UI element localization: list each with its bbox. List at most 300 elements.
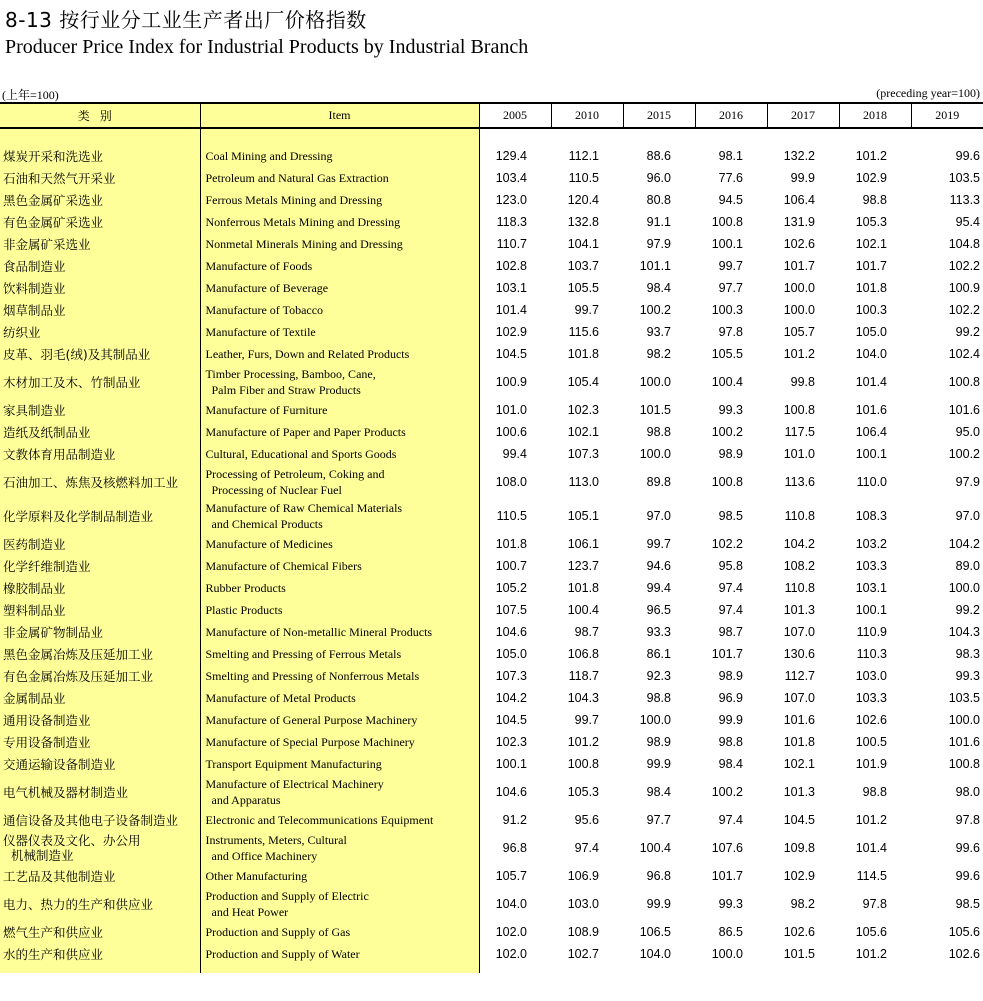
row-category-cn [0, 775, 200, 809]
row-value-2018: 100.5 [855, 735, 887, 749]
row-value-2005: 103.1 [479, 277, 551, 299]
row-category-cn [0, 343, 200, 365]
row-value-2019: 98.0 [955, 785, 980, 799]
row-value-2015: 80.8 [646, 193, 671, 207]
row-value-2019: 103.5 [948, 171, 980, 185]
table-row [0, 211, 983, 233]
row-item-en-line: and Office Machinery [211, 849, 318, 863]
row-value-2005: 110.7 [479, 233, 551, 255]
row-value-2015: 99.9 [646, 757, 671, 771]
row-value-2017: 107.0 [783, 625, 815, 639]
row-value-2019: 98.3 [955, 647, 980, 661]
row-value-2017: 110.8 [784, 509, 815, 523]
row-category-cn [0, 277, 200, 299]
row-value-2018: 101.4 [855, 841, 887, 855]
row-value-2005: 107.5 [479, 599, 551, 621]
row-value-2016: 98.7 [718, 625, 743, 639]
row-value-2018: 103.3 [855, 691, 887, 705]
row-item-en-line: Manufacture of General Purpose Machinery [205, 713, 418, 727]
row-category-cn [0, 145, 200, 167]
row-item-en [200, 621, 479, 643]
row-value-2015: 97.9 [646, 237, 671, 251]
row-category-cn-line: 有色金属矿采选业 [3, 214, 104, 230]
row-value-2010: 113.0 [568, 475, 599, 489]
row-value-2016: 99.9 [718, 713, 743, 727]
row-value-2005: 105.7 [479, 865, 551, 887]
table-title-en: Producer Price Index for Industrial Products by Industrial Branch [5, 36, 529, 58]
row-value-2019: 99.6 [955, 149, 980, 163]
row-value-2010: 101.2 [567, 735, 599, 749]
row-item-en-line: and Chemical Products [211, 517, 323, 531]
row-category-cn-line: 仪器仪表及文化、办公用 [3, 833, 141, 848]
table-row [0, 865, 983, 887]
row-category-cn [0, 233, 200, 255]
row-value-2015: 97.7 [646, 813, 671, 827]
row-value-2010: 101.8 [567, 347, 599, 361]
row-value-2019: 97.9 [955, 475, 980, 489]
row-value-2016: 94.5 [718, 193, 743, 207]
row-value-2005: 105.2 [479, 577, 551, 599]
row-value-2018: 102.9 [855, 171, 887, 185]
row-value-2010: 103.7 [567, 259, 599, 273]
row-category-cn-line: 食品制造业 [3, 258, 66, 274]
row-item-en [200, 421, 479, 443]
row-item-en-line: Processing of Nuclear Fuel [211, 483, 342, 497]
row-category-cn [0, 887, 200, 921]
row-value-2016: 101.7 [711, 869, 743, 883]
row-category-cn-line: 煤炭开采和洗选业 [3, 148, 104, 164]
row-value-2016: 98.4 [718, 757, 743, 771]
row-value-2019: 101.6 [948, 735, 980, 749]
row-value-2005: 91.2 [479, 809, 551, 831]
row-value-2010: 98.7 [574, 625, 599, 639]
row-value-2018: 101.9 [855, 757, 887, 771]
row-value-2005: 96.8 [479, 831, 551, 865]
row-category-cn-line: 化学纤维制造业 [3, 558, 91, 574]
row-value-2010: 120.4 [567, 193, 599, 207]
table-row [0, 643, 983, 665]
row-value-2019: 100.0 [948, 581, 980, 595]
row-item-en [200, 365, 479, 399]
row-category-cn [0, 465, 200, 499]
row-category-cn [0, 599, 200, 621]
row-value-2017: 102.6 [783, 237, 815, 251]
row-value-2019: 98.5 [955, 897, 980, 911]
table-row [0, 621, 983, 643]
header-category-cn: 类别 [0, 103, 200, 128]
row-value-2005: 100.7 [479, 555, 551, 577]
row-item-en-line: Manufacture of Medicines [205, 537, 333, 551]
row-value-2019: 95.4 [955, 215, 980, 229]
row-value-2010: 99.7 [574, 713, 599, 727]
row-item-en [200, 809, 479, 831]
row-value-2017: 101.2 [783, 347, 815, 361]
table-row [0, 167, 983, 189]
row-item-en [200, 465, 479, 499]
row-value-2019: 101.6 [948, 403, 980, 417]
row-value-2019: 99.3 [955, 669, 980, 683]
row-item-en [200, 321, 479, 343]
row-value-2015: 98.2 [646, 347, 671, 361]
row-category-cn [0, 687, 200, 709]
row-item-en-line: Manufacture of Metal Products [205, 691, 356, 705]
row-value-2010: 106.8 [567, 647, 599, 661]
row-category-cn-line: 造纸及纸制品业 [3, 424, 91, 440]
table-row [0, 921, 983, 943]
row-value-2018: 103.1 [855, 581, 887, 595]
row-category-cn [0, 643, 200, 665]
table-row [0, 145, 983, 167]
row-value-2015: 98.9 [646, 735, 671, 749]
table-row [0, 731, 983, 753]
row-value-2016: 98.8 [718, 735, 743, 749]
row-category-cn-line: 木材加工及木、竹制品业 [3, 374, 141, 390]
row-value-2005: 108.0 [479, 465, 551, 499]
table-row [0, 577, 983, 599]
row-value-2018: 103.0 [855, 669, 887, 683]
row-category-cn [0, 255, 200, 277]
row-value-2016: 100.2 [711, 425, 743, 439]
row-value-2015: 101.1 [639, 259, 671, 273]
row-value-2015: 96.8 [646, 869, 671, 883]
row-value-2015: 99.4 [646, 581, 671, 595]
row-value-2010: 105.5 [567, 281, 599, 295]
row-value-2018: 105.0 [855, 325, 887, 339]
row-value-2018: 97.8 [862, 897, 887, 911]
row-item-en-line: Manufacture of Special Purpose Machinery [205, 735, 415, 749]
row-category-cn [0, 865, 200, 887]
row-item-en [200, 343, 479, 365]
row-value-2016: 100.4 [711, 375, 743, 389]
table-row [0, 943, 983, 965]
row-value-2005: 102.9 [479, 321, 551, 343]
row-value-2010: 99.7 [574, 303, 599, 317]
row-item-en-line: Smelting and Pressing of Ferrous Metals [205, 647, 402, 661]
row-value-2005: 100.1 [479, 753, 551, 775]
table-row [0, 233, 983, 255]
row-item-en [200, 709, 479, 731]
row-value-2005: 107.3 [479, 665, 551, 687]
table-row [0, 255, 983, 277]
row-item-en-line: Cultural, Educational and Sports Goods [205, 447, 397, 461]
row-value-2015: 99.7 [646, 537, 671, 551]
row-value-2019: 103.5 [948, 691, 980, 705]
row-item-en-line: Rubber Products [205, 581, 286, 595]
row-category-cn-line: 饮料制造业 [3, 280, 66, 296]
row-value-2017: 101.5 [783, 947, 815, 961]
row-item-en-line: Petroleum and Natural Gas Extraction [205, 171, 389, 185]
table-row [0, 775, 983, 809]
table-row [0, 321, 983, 343]
row-value-2018: 102.6 [855, 713, 887, 727]
row-value-2010: 118.7 [568, 669, 599, 683]
row-value-2017: 101.7 [783, 259, 815, 273]
row-category-cn [0, 731, 200, 753]
row-value-2010: 115.6 [568, 325, 599, 339]
row-value-2015: 96.5 [646, 603, 671, 617]
header-year: 2017 [767, 103, 839, 128]
row-value-2018: 101.2 [855, 813, 887, 827]
row-value-2015: 100.0 [639, 713, 671, 727]
row-value-2010: 106.9 [567, 869, 599, 883]
row-category-cn-line: 非金属矿采选业 [3, 236, 91, 252]
row-category-cn [0, 299, 200, 321]
row-value-2018: 101.6 [855, 403, 887, 417]
row-category-cn [0, 665, 200, 687]
row-category-cn-line: 有色金属冶炼及压延加工业 [3, 668, 154, 684]
row-value-2019: 102.2 [948, 303, 980, 317]
table-row [0, 831, 983, 865]
row-value-2010: 112.1 [568, 149, 599, 163]
row-value-2017: 104.2 [783, 537, 815, 551]
row-item-en-line: Leather, Furs, Down and Related Products [205, 347, 410, 361]
row-value-2005: 101.8 [479, 533, 551, 555]
row-category-cn-line: 家具制造业 [3, 402, 66, 418]
header-year: 2015 [623, 103, 695, 128]
row-item-en [200, 399, 479, 421]
row-item-en-line: Manufacture of Electrical Machinery [205, 777, 384, 791]
row-value-2018: 110.9 [856, 625, 887, 639]
row-item-en [200, 533, 479, 555]
row-value-2016: 97.4 [718, 813, 743, 827]
row-value-2015: 100.4 [639, 841, 671, 855]
row-value-2016: 100.8 [711, 215, 743, 229]
row-category-cn [0, 167, 200, 189]
row-value-2015: 97.0 [646, 509, 671, 523]
row-value-2017: 130.6 [783, 647, 815, 661]
row-value-2017: 102.6 [783, 925, 815, 939]
row-value-2005: 104.0 [479, 887, 551, 921]
table-row [0, 887, 983, 921]
table-row [0, 399, 983, 421]
row-value-2015: 92.3 [646, 669, 671, 683]
row-value-2016: 100.1 [711, 237, 743, 251]
row-item-en [200, 145, 479, 167]
row-value-2019: 99.2 [955, 603, 980, 617]
table-row [0, 465, 983, 499]
row-value-2015: 88.6 [646, 149, 671, 163]
row-value-2017: 107.0 [783, 691, 815, 705]
row-item-en [200, 831, 479, 865]
table-row [0, 189, 983, 211]
unit-note-en: (preceding year=100) [876, 86, 980, 100]
row-value-2005: 101.0 [479, 399, 551, 421]
row-value-2017: 112.7 [784, 669, 815, 683]
row-value-2017: 132.2 [783, 149, 815, 163]
row-value-2017: 106.4 [783, 193, 815, 207]
row-value-2010: 100.8 [567, 757, 599, 771]
row-value-2019: 100.9 [948, 281, 980, 295]
header-item-en: Item [200, 103, 479, 128]
row-value-2017: 113.6 [784, 475, 815, 489]
row-value-2019: 99.6 [955, 869, 980, 883]
row-item-en-line: Other Manufacturing [205, 869, 308, 883]
row-value-2016: 98.9 [718, 669, 743, 683]
row-item-en [200, 189, 479, 211]
row-value-2010: 103.0 [567, 897, 599, 911]
row-value-2010: 104.1 [567, 237, 599, 251]
row-value-2016: 99.3 [718, 403, 743, 417]
row-value-2018: 102.1 [855, 237, 887, 251]
row-value-2005: 129.4 [479, 145, 551, 167]
row-value-2015: 101.5 [639, 403, 671, 417]
row-value-2010: 102.3 [567, 403, 599, 417]
row-category-cn-line: 机械制造业 [11, 848, 74, 863]
row-item-en-line: Manufacture of Chemical Fibers [205, 559, 362, 573]
row-value-2015: 98.8 [646, 425, 671, 439]
row-category-cn-line: 交通运输设备制造业 [3, 756, 116, 772]
row-item-en-line: Smelting and Pressing of Nonferrous Metals [205, 669, 420, 683]
row-value-2016: 100.2 [711, 785, 743, 799]
row-value-2015: 91.1 [646, 215, 671, 229]
table-row [0, 443, 983, 465]
row-category-cn-line: 石油加工、炼焦及核燃料加工业 [3, 474, 179, 490]
row-item-en [200, 687, 479, 709]
row-value-2010: 132.8 [567, 215, 599, 229]
row-value-2010: 110.5 [568, 171, 599, 185]
row-item-en-line: Processing of Petroleum, Coking and [205, 467, 385, 481]
row-value-2018: 98.8 [862, 193, 887, 207]
table-row [0, 753, 983, 775]
row-value-2017: 100.0 [783, 303, 815, 317]
row-category-cn-line: 塑料制品业 [3, 602, 66, 618]
row-value-2015: 86.1 [646, 647, 671, 661]
row-category-cn [0, 577, 200, 599]
row-item-en [200, 887, 479, 921]
row-item-en [200, 443, 479, 465]
row-value-2016: 100.8 [711, 475, 743, 489]
row-item-en [200, 577, 479, 599]
row-item-en-line: Coal Mining and Dressing [205, 149, 333, 163]
row-value-2017: 104.5 [783, 813, 815, 827]
row-value-2005: 104.2 [479, 687, 551, 709]
row-category-cn [0, 499, 200, 533]
row-value-2005: 100.6 [479, 421, 551, 443]
row-value-2010: 105.1 [567, 509, 599, 523]
row-value-2019: 97.0 [955, 509, 980, 523]
row-category-cn [0, 443, 200, 465]
row-category-cn-line: 通用设备制造业 [3, 712, 91, 728]
bottom-spacer-row [0, 965, 983, 973]
row-item-en [200, 255, 479, 277]
row-value-2019: 104.2 [948, 537, 980, 551]
row-category-cn [0, 831, 200, 865]
row-item-en-line: Manufacture of Paper and Paper Products [205, 425, 406, 439]
row-value-2018: 105.3 [855, 215, 887, 229]
row-value-2015: 96.0 [646, 171, 671, 185]
row-category-cn [0, 533, 200, 555]
row-value-2015: 98.8 [646, 691, 671, 705]
row-value-2016: 100.3 [711, 303, 743, 317]
header-year: 2019 [911, 103, 983, 128]
row-value-2015: 93.3 [646, 625, 671, 639]
row-value-2005: 101.4 [479, 299, 551, 321]
row-value-2019: 102.6 [948, 947, 980, 961]
row-value-2018: 100.1 [855, 603, 887, 617]
row-item-en-line: Timber Processing, Bamboo, Cane, [205, 367, 376, 381]
row-value-2010: 95.6 [574, 813, 599, 827]
row-value-2017: 99.8 [790, 375, 815, 389]
row-value-2018: 100.3 [855, 303, 887, 317]
row-category-cn-line: 工艺品及其他制造业 [3, 868, 116, 884]
row-value-2016: 99.3 [718, 897, 743, 911]
row-category-cn-line: 非金属矿物制品业 [3, 624, 104, 640]
row-item-en [200, 599, 479, 621]
row-category-cn [0, 211, 200, 233]
row-value-2010: 101.8 [567, 581, 599, 595]
table-title-cn: 8-13 按行业分工业生产者出厂价格指数 [5, 8, 367, 32]
row-value-2019: 113.3 [949, 193, 980, 207]
row-value-2016: 77.6 [718, 171, 743, 185]
row-item-en-line: Plastic Products [205, 603, 283, 617]
row-item-en-line: Transport Equipment Manufacturing [205, 757, 382, 771]
row-value-2019: 105.6 [948, 925, 980, 939]
row-value-2005: 103.4 [479, 167, 551, 189]
row-item-en [200, 775, 479, 809]
row-category-cn [0, 753, 200, 775]
row-value-2016: 105.5 [711, 347, 743, 361]
row-item-en-line: Manufacture of Beverage [205, 281, 329, 295]
row-value-2010: 100.4 [567, 603, 599, 617]
row-value-2017: 100.8 [783, 403, 815, 417]
row-value-2017: 101.3 [783, 785, 815, 799]
row-item-en [200, 499, 479, 533]
row-item-en [200, 865, 479, 887]
row-value-2005: 100.9 [479, 365, 551, 399]
row-item-en-line: Production and Supply of Gas [205, 925, 351, 939]
row-value-2017: 101.0 [783, 447, 815, 461]
row-value-2010: 106.1 [567, 537, 599, 551]
row-value-2016: 98.5 [718, 509, 743, 523]
row-item-en-line: Palm Fiber and Straw Products [211, 383, 361, 397]
row-value-2018: 106.4 [855, 425, 887, 439]
row-value-2015: 99.9 [646, 897, 671, 911]
row-value-2017: 101.8 [783, 735, 815, 749]
row-value-2017: 100.0 [783, 281, 815, 295]
header-year: 2016 [695, 103, 767, 128]
row-category-cn-line: 黑色金属冶炼及压延加工业 [3, 646, 154, 662]
row-value-2005: 104.5 [479, 343, 551, 365]
table-row [0, 809, 983, 831]
row-value-2005: 102.0 [479, 943, 551, 965]
row-category-cn-line: 通信设备及其他电子设备制造业 [3, 812, 179, 828]
row-item-en-line: Electronic and Telecommunications Equipment [205, 813, 434, 827]
row-value-2017: 99.9 [790, 171, 815, 185]
row-value-2010: 104.3 [567, 691, 599, 705]
row-item-en-line: Manufacture of Textile [205, 325, 316, 339]
row-value-2019: 102.2 [948, 259, 980, 273]
table-row [0, 365, 983, 399]
row-value-2005: 105.0 [479, 643, 551, 665]
row-category-cn [0, 943, 200, 965]
row-value-2005: 123.0 [479, 189, 551, 211]
row-category-cn-line: 石油和天然气开采业 [3, 170, 116, 186]
row-value-2015: 98.4 [646, 281, 671, 295]
row-value-2019: 104.3 [948, 625, 980, 639]
row-value-2018: 101.8 [855, 281, 887, 295]
row-item-en-line: Manufacture of Raw Chemical Materials [205, 501, 403, 515]
row-value-2016: 86.5 [718, 925, 743, 939]
row-value-2005: 118.3 [479, 211, 551, 233]
row-item-en [200, 555, 479, 577]
row-item-en-line: Manufacture of Tobacco [205, 303, 324, 317]
row-category-cn [0, 399, 200, 421]
row-value-2018: 105.6 [855, 925, 887, 939]
row-value-2015: 106.5 [639, 925, 671, 939]
table-row [0, 687, 983, 709]
row-value-2019: 89.0 [955, 559, 980, 573]
row-value-2015: 89.8 [646, 475, 671, 489]
